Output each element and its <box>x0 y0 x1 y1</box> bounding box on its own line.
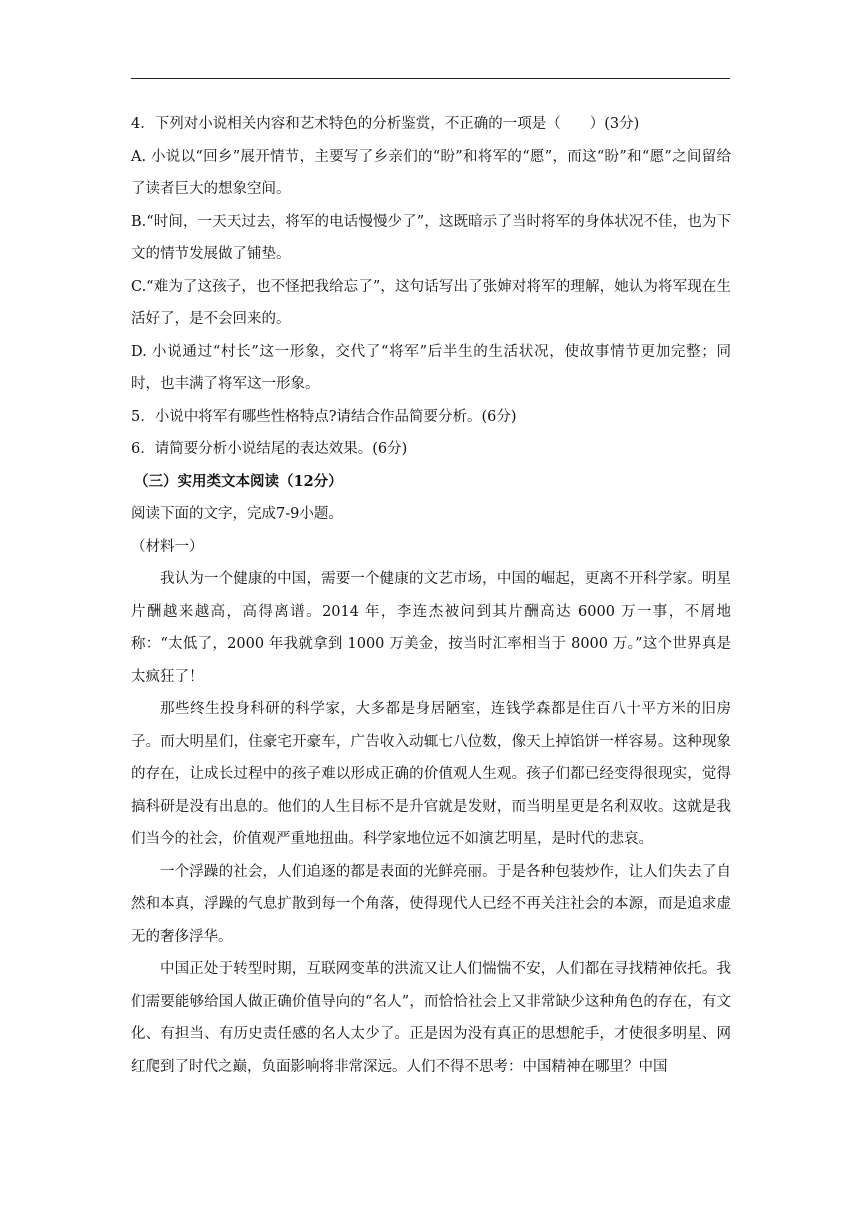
question-5: 5．小说中将军有哪些性格特点?请结合作品简要分析。(6分) <box>131 408 517 425</box>
document-body <box>131 108 731 1083</box>
section-3-instruction: 阅读下面的文字，完成7-9小题。 <box>131 506 343 522</box>
question-4-option-d: D. 小说通过“村长”这一形象，交代了“将军”后半生的生活状况，使故事情节更加完整；同时，也丰满了将军这一形象。 <box>131 343 731 392</box>
question-4-stem: 4．下列对小说相关内容和艺术特色的分析鉴赏，不正确的一项是（ ）(3分) <box>131 116 640 132</box>
question-4-option-b: B.“时间，一天天过去，将军的电话慢慢少了”，这既暗示了当时将军的身体状况不佳，也为下文的情节发展做了铺垫。 <box>131 213 731 262</box>
question-4-option-c: C.“难为了这孩子，也不怪把我给忘了”，这句话写出了张婶对将军的理解，她认为将军现在生活好了，是不会回来的。 <box>131 278 731 327</box>
question-6: 6．请简要分析小说结尾的表达效果。(6分) <box>131 441 408 457</box>
section-3-heading: （三）实用类文本阅读（12分） <box>134 472 343 490</box>
material-paragraph-2: 那些终生投身科研的科学家，大多都是身居陋室，连钱学森都是住百八十平方米的旧房子。而大明星们，住豪宅开豪车，广告收入动辄七八位数，像天上掉馅饼一样容易。这种现象的存在，让成长过程中的孩子难以形成正确的价值观人生观。孩子们都已经变得很现实，觉得搞科研是没有出息的。他们的人生目标不是升官就是发财，而当明星更是名利双收。这就是我们当今的社会，价值观严重地扭曲。科学家地位远不如演艺明星，是时代的悲哀。 <box>131 701 731 847</box>
material-paragraph-3: 一个浮躁的社会，人们追逐的都是表面的光鲜亮丽。于是各种包装炒作，让人们失去了自然和本真，浮躁的气息扩散到每一个角落，使得现代人已经不再关注社会的本源，而是追求虚无的奢侈浮华。 <box>131 863 731 945</box>
material-paragraph-1: 我认为一个健康的中国，需要一个健康的文艺市场，中国的崛起，更离不开科学家。明星片酬越来越高，高得离谱。2014 年，李连杰被问到其片酬高达 6000 万一事，不屑地称：“太低了，2000 年我就拿到 1000 万美金，按当时汇率相当于 8000 万。”这个世界真是太疯狂了！ <box>131 571 731 685</box>
header-rule <box>131 78 730 79</box>
material-paragraph-4: 中国正处于转型时期，互联网变革的洪流又让人们惴惴不安，人们都在寻找精神依托。我们需要能够给国人做正确价值导向的“名人”，而恰恰社会上又非常缺少这种角色的存在，有文化、有担当、有历史责任感的名人太少了。正是因为没有真正的思想舵手，才使很多明星、网红爬到了时代之巅，负面影响将非常深远。人们不得不思考：中国精神在哪里？中国 <box>131 961 731 1075</box>
material-1-label: （材料一） <box>131 538 204 555</box>
question-4-option-a: A. 小说以“回乡”展开情节，主要写了乡亲们的“盼”和将军的“愿”，而这“盼”和“愿”之间留给了读者巨大的想象空间。 <box>131 148 731 197</box>
